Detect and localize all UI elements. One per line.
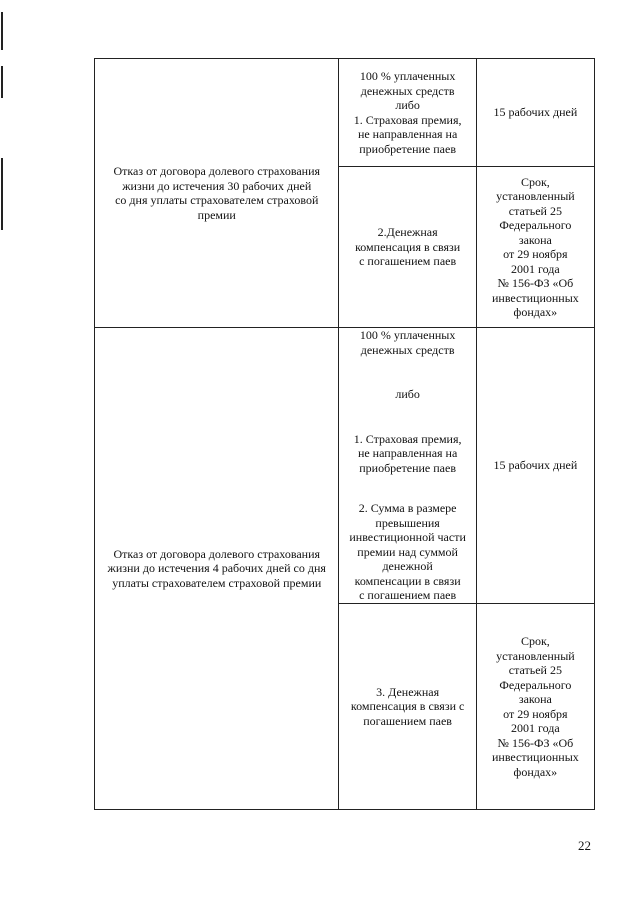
term-line: фондах» xyxy=(513,305,558,319)
term-line: статьей 25 xyxy=(508,663,562,677)
situation-cell xyxy=(95,59,339,328)
situation-cell xyxy=(95,328,339,810)
scan-margin-mark xyxy=(1,66,3,98)
amount-line: с погашением паев xyxy=(359,254,457,269)
amount-line: денежной xyxy=(382,559,433,574)
amount-line: инвестиционной части xyxy=(349,530,466,545)
scan-margin-mark xyxy=(1,12,3,50)
term-line: от 29 ноября xyxy=(503,247,568,261)
amount-line: компенсация в связи xyxy=(355,239,461,254)
term-line: Федерального xyxy=(499,218,572,232)
term-cell xyxy=(476,328,594,604)
term-line: № 156-ФЗ «Об xyxy=(497,276,574,290)
term-line: 2001 года xyxy=(511,721,560,735)
term-line: установленный xyxy=(496,189,575,203)
term-line: Федерального xyxy=(499,677,572,692)
term-cell xyxy=(476,59,594,167)
amount-line: погашением паев xyxy=(363,713,452,728)
term-line: 2001 года xyxy=(511,261,560,276)
amount-line: превышения xyxy=(375,515,440,530)
term-line: статьей 25 xyxy=(508,203,562,218)
situation-text: Отказ от договора долевого страхования жизни до истечения 30 рабочих дней со дня уплаты страхователем страховой премии xyxy=(113,164,321,222)
amount-cell xyxy=(339,59,476,167)
amount-cell xyxy=(339,604,476,810)
amount-or: либо xyxy=(395,387,420,402)
term-cell xyxy=(476,167,594,328)
term-line: Срок, xyxy=(520,634,550,648)
amount-line: не направленная на xyxy=(357,446,458,461)
term-line: от 29 ноября xyxy=(503,706,568,721)
amount-line: приобретение паев xyxy=(359,141,456,156)
amount-cell xyxy=(339,167,476,328)
amount-line: денежных средств xyxy=(360,342,455,357)
amount-line: 2.Денежная xyxy=(377,225,438,240)
term-line: 15 рабочих дней xyxy=(493,105,578,120)
term-line: 15 рабочих дней xyxy=(493,458,578,473)
amount-line: 100 % уплаченных xyxy=(359,328,456,343)
table-row xyxy=(95,59,595,167)
amount-line: с погашением паев xyxy=(359,588,457,603)
term-cell xyxy=(476,604,594,810)
amount-line: приобретение паев xyxy=(359,460,456,475)
amount-line: 3. Денежная xyxy=(376,684,440,699)
table-row xyxy=(95,328,595,604)
amount-line: 1. Страховая премия, xyxy=(353,431,462,446)
term-line: закона xyxy=(518,692,552,706)
amount-line: денежных средств xyxy=(360,83,455,98)
refund-terms-table xyxy=(94,58,595,810)
term-line: фондах» xyxy=(513,764,558,779)
amount-line: премии над суммой xyxy=(357,544,458,559)
amount-line: 2. Сумма в размере xyxy=(358,501,457,516)
term-line: инвестиционных xyxy=(491,290,579,305)
amount-cell xyxy=(339,328,476,604)
page-number: 22 xyxy=(578,838,591,853)
term-line: закона xyxy=(518,232,552,247)
amount-line: компенсация в связи с xyxy=(350,699,465,714)
scan-margin-mark xyxy=(1,158,3,230)
amount-line: либо xyxy=(395,98,420,112)
amount-line: 100 % уплаченных xyxy=(359,69,456,83)
term-line: инвестиционных xyxy=(491,750,579,764)
term-line: Срок, xyxy=(520,174,550,189)
amount-line: компенсации в связи xyxy=(354,573,461,588)
term-line: установленный xyxy=(496,648,575,663)
amount-line: не направленная на xyxy=(357,127,458,141)
amount-line: 1. Страховая премия, xyxy=(353,112,462,127)
situation-text: Отказ от договора долевого страхования жизни до истечения 4 рабочих дней со дня уплаты страхователем страховой премии xyxy=(107,546,326,590)
term-line: № 156-ФЗ «Об xyxy=(497,735,574,750)
